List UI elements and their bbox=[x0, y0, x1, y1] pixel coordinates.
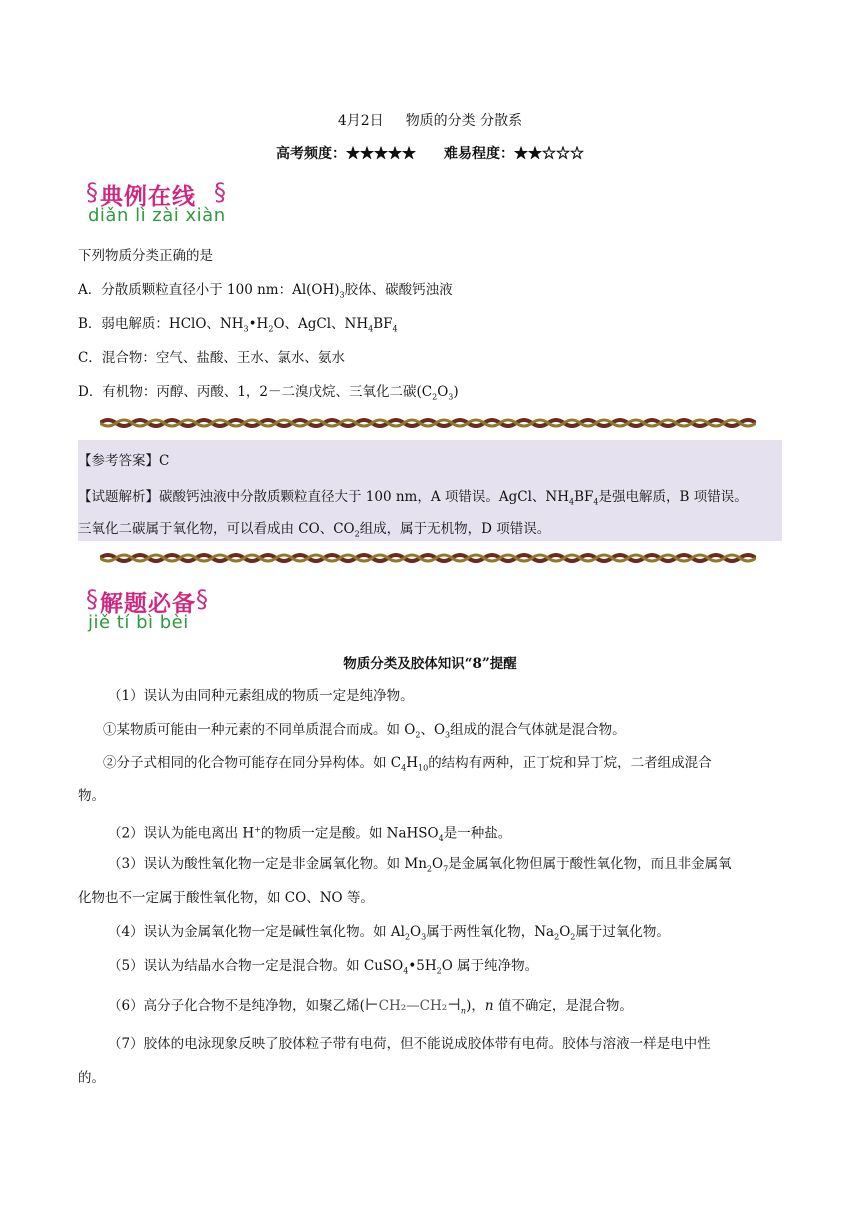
note-text: （5）误认为结晶水合物一定是混合物。如 CuSO bbox=[108, 958, 404, 974]
analysis-text: 是强电解质，B 项错误。 bbox=[598, 489, 748, 505]
polyethylene-formula: CH₂—CH₂ bbox=[378, 998, 448, 1014]
note-text: •5H bbox=[408, 958, 437, 974]
note-2 bbox=[108, 820, 511, 849]
page-title bbox=[0, 110, 860, 130]
title-topic: 物质的分类 分散系 bbox=[405, 113, 523, 129]
subscript: 4 bbox=[368, 324, 374, 334]
ornament-icon: § bbox=[86, 585, 98, 613]
note-6 bbox=[108, 995, 633, 1022]
subscript: 2 bbox=[404, 932, 411, 942]
subscript: 3 bbox=[445, 730, 451, 740]
analysis-line-1 bbox=[78, 485, 748, 507]
superscript: + bbox=[254, 825, 261, 834]
subscript: 2 bbox=[426, 864, 432, 874]
option-d-text: ) bbox=[453, 384, 459, 400]
subscript: 4 bbox=[403, 966, 409, 976]
note-text: （6）高分子化合物不是纯净物，如聚乙烯( bbox=[108, 998, 365, 1014]
ornament-icon: § bbox=[214, 178, 226, 206]
banner-title: 解题必备 bbox=[100, 591, 196, 617]
rope-divider bbox=[100, 417, 756, 429]
subscript: n bbox=[460, 1006, 467, 1016]
notes-title: 物质分类及胶体知识“8”提醒 bbox=[343, 656, 517, 672]
subscript: 2 bbox=[354, 529, 360, 539]
subscript: 7 bbox=[443, 864, 449, 874]
bracket-right-icon: ⊣ bbox=[447, 995, 461, 1014]
question-stem: 下列物质分类正确的是 bbox=[78, 248, 213, 264]
option-a-text: 胶体、碳酸钙浊液 bbox=[344, 282, 453, 298]
subscript: 3 bbox=[339, 290, 345, 300]
section-banner-example bbox=[86, 178, 256, 230]
subscript: 2 bbox=[268, 324, 274, 334]
note-text: O bbox=[559, 924, 571, 940]
italic-n: n bbox=[484, 998, 494, 1014]
subscript: 2 bbox=[570, 932, 576, 942]
subscript: 3 bbox=[448, 392, 454, 402]
freq-label: 高考频度： bbox=[276, 146, 346, 162]
banner-title: 典例在线 bbox=[100, 184, 196, 210]
section-banner-tips bbox=[86, 585, 256, 637]
subscript: 4 bbox=[438, 834, 444, 844]
note-7: （7）胶体的电泳现象反映了胶体粒子带有电荷，但不能说成胶体带有电荷。胶体与溶液一样是电中性 bbox=[108, 1036, 711, 1052]
ornament-icon: § bbox=[196, 585, 208, 613]
note-text: ①某物质可能由一种元素的不同单质混合而成。如 O bbox=[103, 722, 416, 738]
note-4 bbox=[108, 922, 670, 948]
bracket-left-icon: ⊢ bbox=[364, 995, 379, 1014]
banner-pinyin: jiě tí bì bèi bbox=[88, 612, 189, 633]
freq-stars: ★★★★★ bbox=[346, 146, 416, 162]
analysis-label: 【试题解析】 bbox=[78, 489, 159, 505]
subscript: 4 bbox=[569, 497, 575, 507]
option-a bbox=[78, 280, 453, 306]
subscript: 2 bbox=[432, 392, 438, 402]
note-text: H bbox=[406, 755, 418, 771]
option-b-text: O、AgCl、NH bbox=[273, 316, 369, 332]
option-d-text: O bbox=[437, 384, 449, 400]
answer-box bbox=[78, 440, 782, 541]
rope-divider bbox=[100, 552, 756, 564]
subscript: 2 bbox=[415, 730, 421, 740]
note-text: 值不确定，是混合物。 bbox=[493, 998, 633, 1014]
subscript: 4 bbox=[401, 763, 407, 773]
subscript: 10 bbox=[418, 763, 429, 773]
analysis-text: 组成，属于无机物，D 项错误。 bbox=[359, 521, 551, 537]
note-1: （1）误认为由同种元素组成的物质一定是纯净物。 bbox=[108, 688, 414, 704]
answer-label: 【参考答案】 bbox=[78, 453, 159, 469]
note-text: )， bbox=[466, 998, 485, 1014]
subscript: 3 bbox=[243, 324, 249, 334]
option-b-text: BF bbox=[373, 316, 393, 332]
answer-value: C bbox=[159, 453, 170, 469]
subscript: 4 bbox=[593, 497, 599, 507]
difficulty-line bbox=[0, 143, 860, 163]
note-1a bbox=[103, 720, 626, 746]
note-text: O 属于纯净物。 bbox=[441, 958, 539, 974]
analysis-line-2 bbox=[78, 517, 550, 539]
subscript: 2 bbox=[436, 966, 442, 976]
option-d bbox=[78, 382, 459, 408]
note-3 bbox=[108, 854, 732, 880]
note-text: （4）误认为金属氧化物一定是碱性氧化物。如 Al bbox=[108, 924, 405, 940]
option-c: C．混合物：空气、盐酸、王水、氯水、氨水 bbox=[78, 350, 345, 366]
note-1b bbox=[103, 753, 712, 779]
diff-label: 难易程度： bbox=[444, 146, 514, 162]
note-7-cont: 的。 bbox=[78, 1070, 105, 1086]
note-text: ②分子式相同的化合物可能存在同分异构体。如 C bbox=[103, 755, 402, 771]
note-text: 的物质一定是酸。如 NaHSO bbox=[260, 825, 439, 842]
subscript: 3 bbox=[421, 932, 427, 942]
note-text: 是一种盐。 bbox=[443, 825, 512, 842]
banner-pinyin: diǎn lì zài xiàn bbox=[88, 205, 226, 226]
option-d-text: D．有机物：丙醇、丙酸、1，2－二溴戊烷、三氧化二碳(C bbox=[78, 384, 433, 400]
note-text: 组成的混合气体就是混合物。 bbox=[450, 722, 626, 738]
note-text: 属于两性氧化物，Na bbox=[426, 924, 555, 940]
note-text: （2）误认为能电离出 H bbox=[108, 825, 255, 842]
note-5 bbox=[108, 956, 538, 982]
note-text: 属于过氧化物。 bbox=[575, 924, 670, 940]
subscript: 4 bbox=[392, 324, 398, 334]
note-text: 、O bbox=[420, 722, 446, 738]
subscript: 2 bbox=[554, 932, 560, 942]
analysis-text: BF bbox=[574, 489, 594, 505]
answer-line bbox=[78, 449, 169, 469]
option-a-text: A．分散质颗粒直径小于 100 nm：Al(OH) bbox=[78, 282, 340, 298]
analysis-text: 三氧化二碳属于氧化物，可以看成由 CO、CO bbox=[78, 521, 355, 537]
option-b bbox=[78, 314, 398, 340]
note-text: O bbox=[410, 924, 422, 940]
note-1b-cont: 物。 bbox=[78, 788, 105, 804]
note-text: （3）误认为酸性氧化物一定是非金属氧化物。如 Mn bbox=[108, 856, 427, 872]
note-text: 的结构有两种，正丁烷和异丁烷，二者组成混合 bbox=[428, 755, 712, 771]
option-b-text: B．弱电解质：HClO、NH bbox=[78, 316, 244, 332]
note-text: O bbox=[432, 856, 444, 872]
option-b-text: •H bbox=[248, 316, 269, 332]
diff-stars: ★★☆☆☆ bbox=[514, 146, 584, 162]
analysis-text: 碳酸钙浊液中分散质颗粒直径大于 100 nm，A 项错误。AgCl、NH bbox=[159, 489, 570, 505]
note-text: 是金属氧化物但属于酸性氧化物，而且非金属氧 bbox=[448, 856, 732, 872]
note-3-cont: 化物也不一定属于酸性氧化物，如 CO、NO 等。 bbox=[78, 890, 374, 906]
title-date: 4月2日 bbox=[337, 113, 384, 129]
ornament-icon: § bbox=[86, 178, 98, 206]
